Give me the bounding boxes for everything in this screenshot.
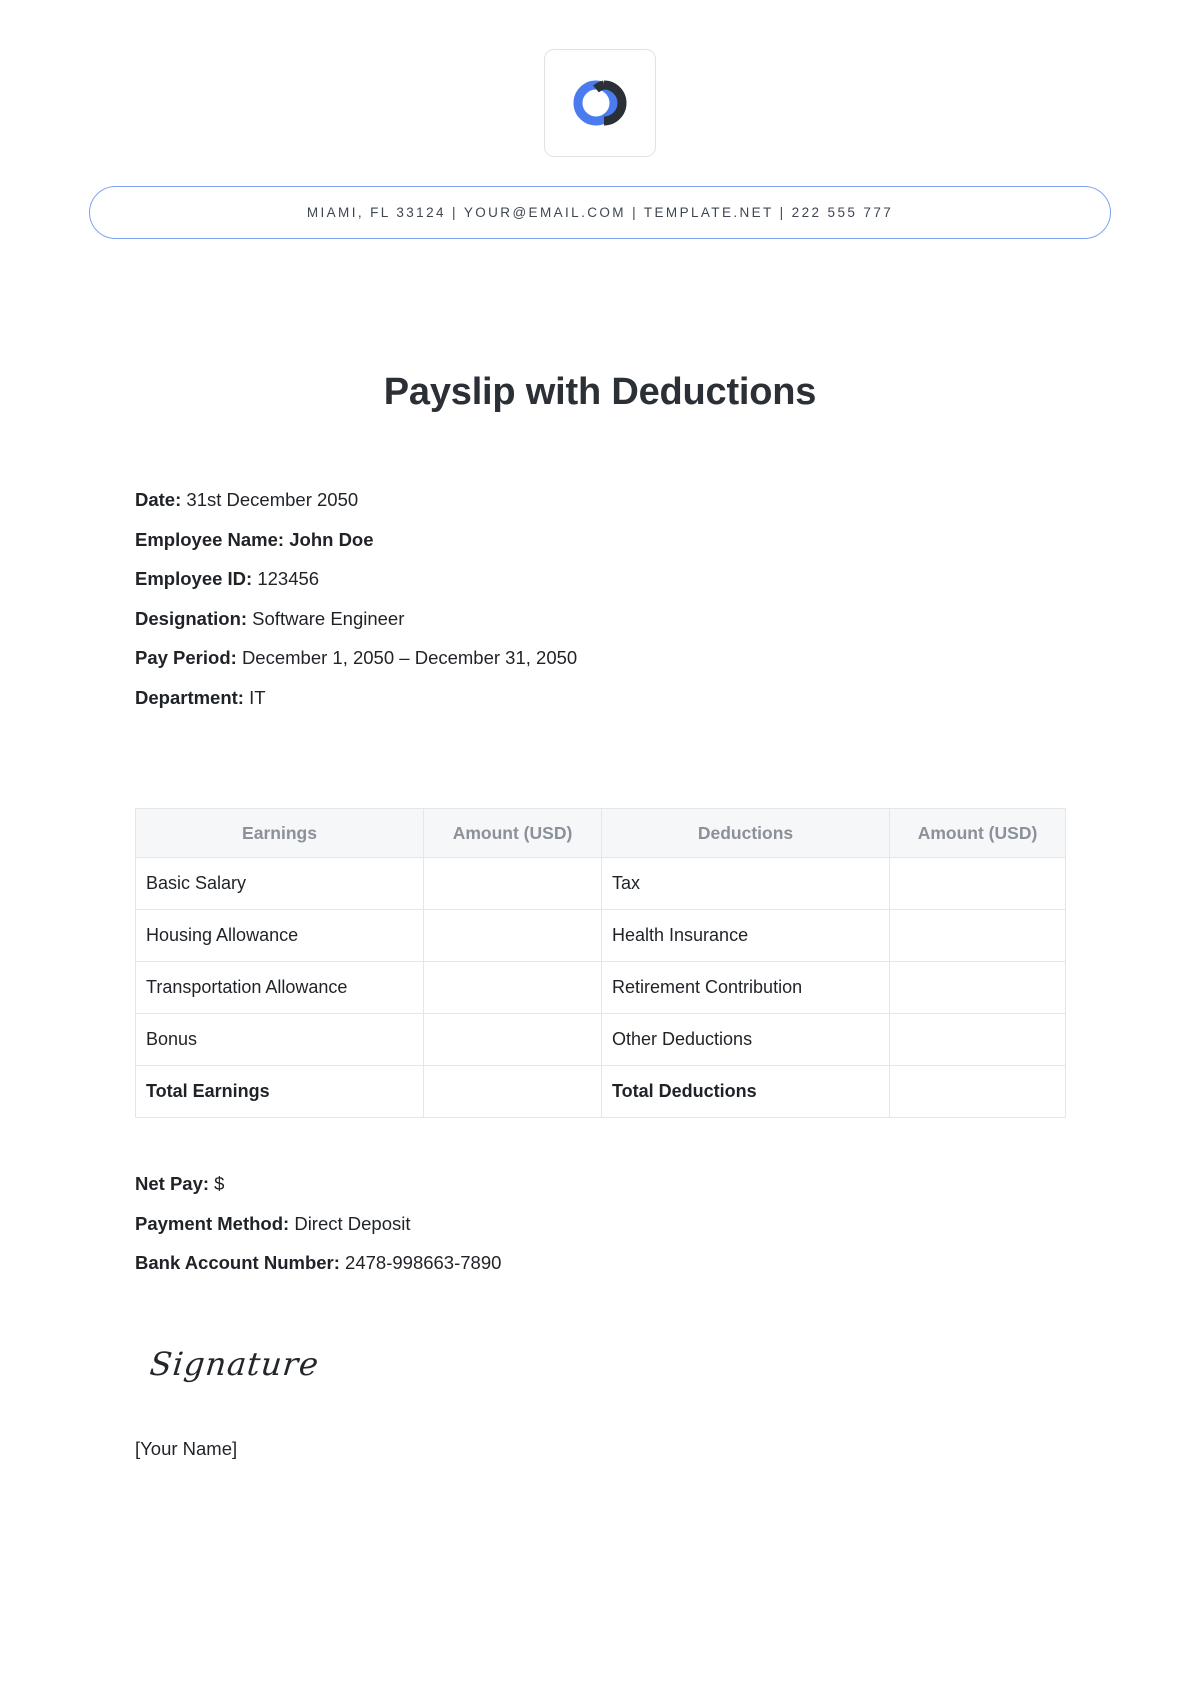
cell-earning-label: Housing Allowance	[136, 910, 424, 962]
meta-value-department: IT	[249, 686, 266, 708]
employee-meta-block	[0, 414, 1200, 717]
payment-row-bank-account	[135, 1243, 1200, 1283]
cell-total-deductions-label: Total Deductions	[602, 1066, 890, 1118]
table-row	[136, 1014, 1066, 1066]
meta-label-department: Department:	[135, 686, 244, 708]
payment-label-method: Payment Method:	[135, 1212, 290, 1234]
meta-row-date	[135, 480, 1200, 520]
cell-total-earnings-amount[interactable]	[424, 1066, 602, 1118]
table-row	[136, 962, 1066, 1014]
cell-earning-amount[interactable]	[424, 910, 602, 962]
cell-earning-amount[interactable]	[424, 858, 602, 910]
cell-total-earnings-label: Total Earnings	[136, 1066, 424, 1118]
payment-value-bank-account: 2478-998663-7890	[345, 1252, 502, 1273]
meta-value-employee-id: 123456	[257, 568, 320, 589]
payment-value-method: Direct Deposit	[294, 1212, 411, 1234]
meta-label-date: Date:	[135, 489, 182, 510]
earnings-deductions-table-wrap	[0, 717, 1200, 1118]
column-header-deductions-amount: Amount (USD)	[890, 809, 1066, 858]
earnings-deductions-table	[135, 808, 1066, 1118]
logo-area	[0, 0, 1200, 157]
meta-value-date: 31st December 2050	[186, 489, 359, 510]
cell-total-deductions-amount[interactable]	[890, 1066, 1066, 1118]
table-header-row	[136, 809, 1066, 858]
meta-label-employee-id: Employee ID:	[135, 568, 253, 589]
cell-deduction-amount[interactable]	[890, 1014, 1066, 1066]
column-header-earnings-amount: Amount (USD)	[424, 809, 602, 858]
contact-bar	[89, 186, 1111, 239]
column-header-earnings: Earnings	[136, 809, 424, 858]
table-row	[136, 858, 1066, 910]
meta-value-employee-name: John Doe	[289, 528, 374, 550]
meta-label-employee-name: Employee Name:	[135, 528, 285, 550]
payment-row-method	[135, 1204, 1200, 1244]
payment-value-net-pay: $	[214, 1173, 225, 1194]
meta-value-designation: Software Engineer	[252, 607, 405, 629]
table-row	[136, 910, 1066, 962]
cell-deduction-label: Health Insurance	[602, 910, 890, 962]
cell-earning-amount[interactable]	[424, 1014, 602, 1066]
signature-script: Signature	[148, 1344, 322, 1383]
payment-label-bank-account: Bank Account Number:	[135, 1252, 340, 1273]
cell-earning-label: Transportation Allowance	[136, 962, 424, 1014]
meta-row-designation	[135, 599, 1200, 639]
cell-earning-amount[interactable]	[424, 962, 602, 1014]
payment-row-net-pay	[135, 1164, 1200, 1204]
meta-row-department	[135, 678, 1200, 718]
cell-deduction-amount[interactable]	[890, 910, 1066, 962]
cell-earning-label: Basic Salary	[136, 858, 424, 910]
table-total-row	[136, 1066, 1066, 1118]
cell-deduction-amount[interactable]	[890, 962, 1066, 1014]
page-title: Payslip with Deductions	[383, 371, 817, 413]
payment-info-block	[0, 1118, 1200, 1283]
interlocking-rings-logo-icon	[570, 79, 630, 127]
meta-value-pay-period: December 1, 2050 – December 31, 2050	[241, 647, 578, 668]
column-header-deductions: Deductions	[602, 809, 890, 858]
cell-deduction-amount[interactable]	[890, 858, 1066, 910]
contact-line: MIAMI, FL 33124 | YOUR@EMAIL.COM | TEMPLATE.NET | 222 555 777	[306, 205, 894, 220]
cell-earning-label: Bonus	[136, 1014, 424, 1066]
meta-label-designation: Designation:	[135, 607, 248, 629]
cell-deduction-label: Tax	[602, 858, 890, 910]
signer-name-placeholder: [Your Name]	[135, 1437, 238, 1459]
meta-label-pay-period: Pay Period:	[135, 647, 237, 668]
cell-deduction-label: Retirement Contribution	[602, 962, 890, 1014]
signature-area	[0, 1283, 1200, 1383]
cell-deduction-label: Other Deductions	[602, 1014, 890, 1066]
meta-row-employee-name	[135, 520, 1200, 560]
payment-label-net-pay: Net Pay:	[135, 1173, 210, 1194]
logo-box	[544, 49, 656, 157]
meta-row-employee-id	[135, 559, 1200, 599]
meta-row-pay-period	[135, 638, 1200, 678]
